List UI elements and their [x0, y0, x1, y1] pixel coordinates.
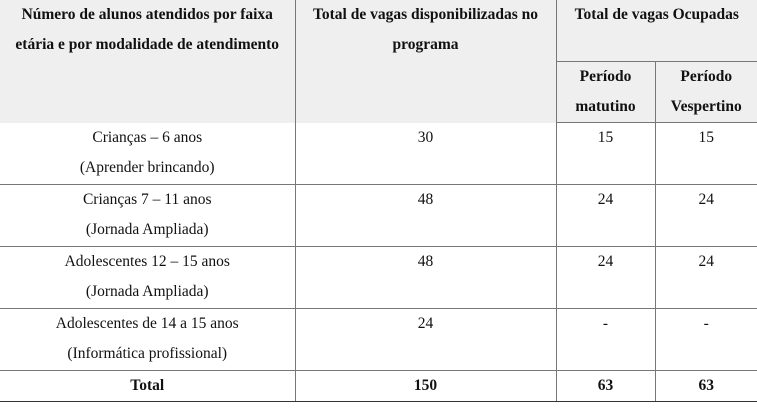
total-morning-sum: 63 [556, 371, 655, 402]
morning-cell: 15 [556, 123, 655, 185]
modality-label: (Jornada Ampliada) [85, 283, 209, 300]
modality-label: (Informática profissional) [67, 345, 228, 362]
table-row [0, 247, 757, 309]
header-occupied-vacancies: Total de vagas Ocupadas [556, 0, 757, 62]
afternoon-cell: - [655, 309, 757, 371]
header-afternoon-period: Período Vespertino [655, 62, 757, 123]
modality-label: (Aprender brincando) [79, 158, 215, 176]
header-age-group: Número de alunos atendidos por faixa etária e por modalidade de atendimento [0, 0, 295, 123]
total-vacancies-sum: 150 [295, 371, 556, 402]
total-afternoon-sum: 63 [655, 371, 757, 402]
afternoon-cell: 15 [655, 123, 757, 185]
age-group-label: Adolescentes 12 – 15 anos [64, 253, 230, 270]
age-group-label: Crianças 7 – 11 anos [82, 191, 212, 208]
total-label: Total [0, 371, 295, 402]
age-group-cell [0, 247, 295, 309]
total-vacancies-cell: 30 [295, 123, 556, 185]
afternoon-cell: 24 [655, 247, 757, 309]
morning-cell: 24 [556, 185, 655, 247]
age-group-cell [0, 123, 295, 185]
header-total-vacancies: Total de vagas disponibilizadas no programa [295, 0, 556, 123]
age-group-label: Adolescentes de 14 a 15 anos [55, 315, 239, 332]
age-group-label: Crianças – 6 anos [92, 128, 203, 146]
header-morning-period: Período matutino [556, 62, 655, 123]
modality-label: (Jornada Ampliada) [85, 221, 209, 238]
table-row [0, 309, 757, 371]
table-row [0, 185, 757, 247]
total-vacancies-cell: 48 [295, 247, 556, 309]
morning-cell: - [556, 309, 655, 371]
total-vacancies-cell: 48 [295, 185, 556, 247]
age-group-cell [0, 309, 295, 371]
total-vacancies-cell: 24 [295, 309, 556, 371]
table-row [0, 123, 757, 185]
morning-cell: 24 [556, 247, 655, 309]
total-row [0, 371, 757, 402]
age-group-cell [0, 185, 295, 247]
afternoon-cell: 24 [655, 185, 757, 247]
